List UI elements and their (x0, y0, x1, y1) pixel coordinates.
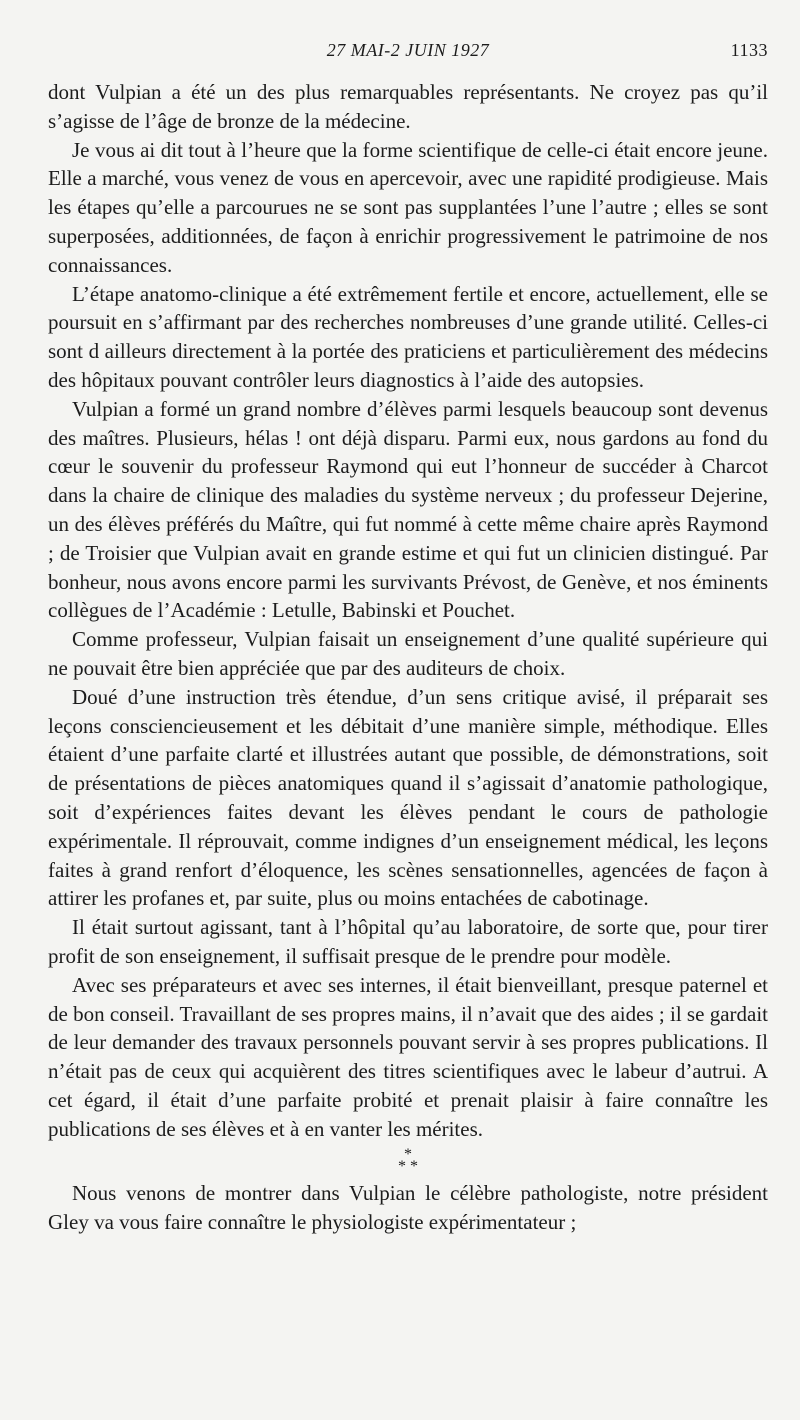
paragraph: dont Vulpian a été un des plus remarquables représentants. Ne croyez pas qu’il s’agisse de l’âge de bronze de la médecine. (48, 80, 768, 133)
body-text (48, 78, 768, 1237)
paragraph: Nous venons de montrer dans Vulpian le célèbre pathologiste, notre président Gley va vous faire connaître le physiologiste expérimentateur ; (48, 1181, 768, 1235)
paragraph: L’étape anatomo-clinique a été extrêmement fertile et encore, actuellement, elle se poursuit en s’affirmant par des recherches nombreuses d’une grande utilité. Celles-ci sont d ailleurs directement à la portée des praticiens et particulièrement des médecins des hôpitaux pouvant contrôler leurs diagnostics à l’aide des autopsies. (48, 281, 768, 392)
paragraph: Je vous ai dit tout à l’heure que la forme scientifique de celle-ci était encore jeune. Elle a marché, vous venez de vous en apercevoir, avec une rapidité prodigieuse. Mais les étapes qu’elle a parcourues ne se sont pas supplantées l’une l’autre ; elles se sont superposées, additionnées, de façon à enrichir progressivement le patrimoine de nos connaissances. (48, 137, 768, 277)
asterism-top: * (404, 1146, 412, 1164)
page-number: 1133 (730, 40, 768, 60)
page-header (48, 40, 768, 64)
paragraph: Vulpian a formé un grand nombre d’élèves parmi lesquels beaucoup sont devenus des maîtres. Plusieurs, hélas ! ont déjà disparu. Parmi eux, nous gardons au fond du cœur le souvenir du professeur Raymond qui eut l’honneur de succéder à Charcot dans la chaire de clinique des maladies du système nerveux ; du professeur Dejerine, un des élèves préférés du Maître, qui fut nommé à cette même chaire après Raymond ; de Troisier que Vulpian avait en grande estime et qui fut un clinicien distingué. Par bonheur, nous avons encore parmi les survivants Prévost, de Genève, et nos éminents collègues de l’Académie : Letulle, Babinski et Pouchet. (48, 396, 768, 623)
asterism-bottom: * * (398, 1158, 418, 1176)
paragraph: Doué d’une instruction très étendue, d’un sens critique avisé, il préparait ses leçons consciencieusement et les débitait d’une manière simple, méthodique. Elles étaient d’une parfaite clarté et illustrées autant que possible, de démonstrations, soit de présentations de pièces anatomiques quand il s’agissait d’anatomie pathologique, soit d’expériences faites devant les élèves pendant le cours de pathologie expérimentale. Il réprouvait, comme indignes d’un enseignement médical, les leçons faites à grand renfort d’éloquence, les scènes sensationnelles, agencées de façon à attirer les profanes et, par suite, plus ou moins entachées de cabotinage. (48, 684, 768, 911)
paragraph: Comme professeur, Vulpian faisait un enseignement d’une qualité supérieure qui ne pouvait être bien appréciée que par des auditeurs de choix. (48, 627, 768, 680)
paragraph: Il était surtout agissant, tant à l’hôpital qu’au laboratoire, de sorte que, pour tirer profit de son enseignement, il suffisait presque de le prendre pour modèle. (48, 915, 768, 968)
section-divider (48, 1146, 768, 1176)
paragraph: Avec ses préparateurs et avec ses internes, il était bienveillant, presque paternel et de bon conseil. Travaillant de ses propres mains, il n’avait que des aides ; il se gardait de leur demander des travaux personnels pouvant servir à ses propres publications. Il n’était pas de ceux qui acquièrent des titres scientifiques avec le labeur d’autrui. A cet égard, il était d’une parfaite probité et prenait plaisir à faire connaître les publications de ses élèves et à en vanter les mérites. (48, 972, 768, 1141)
running-head: 27 MAI-2 JUIN 1927 (326, 40, 490, 60)
